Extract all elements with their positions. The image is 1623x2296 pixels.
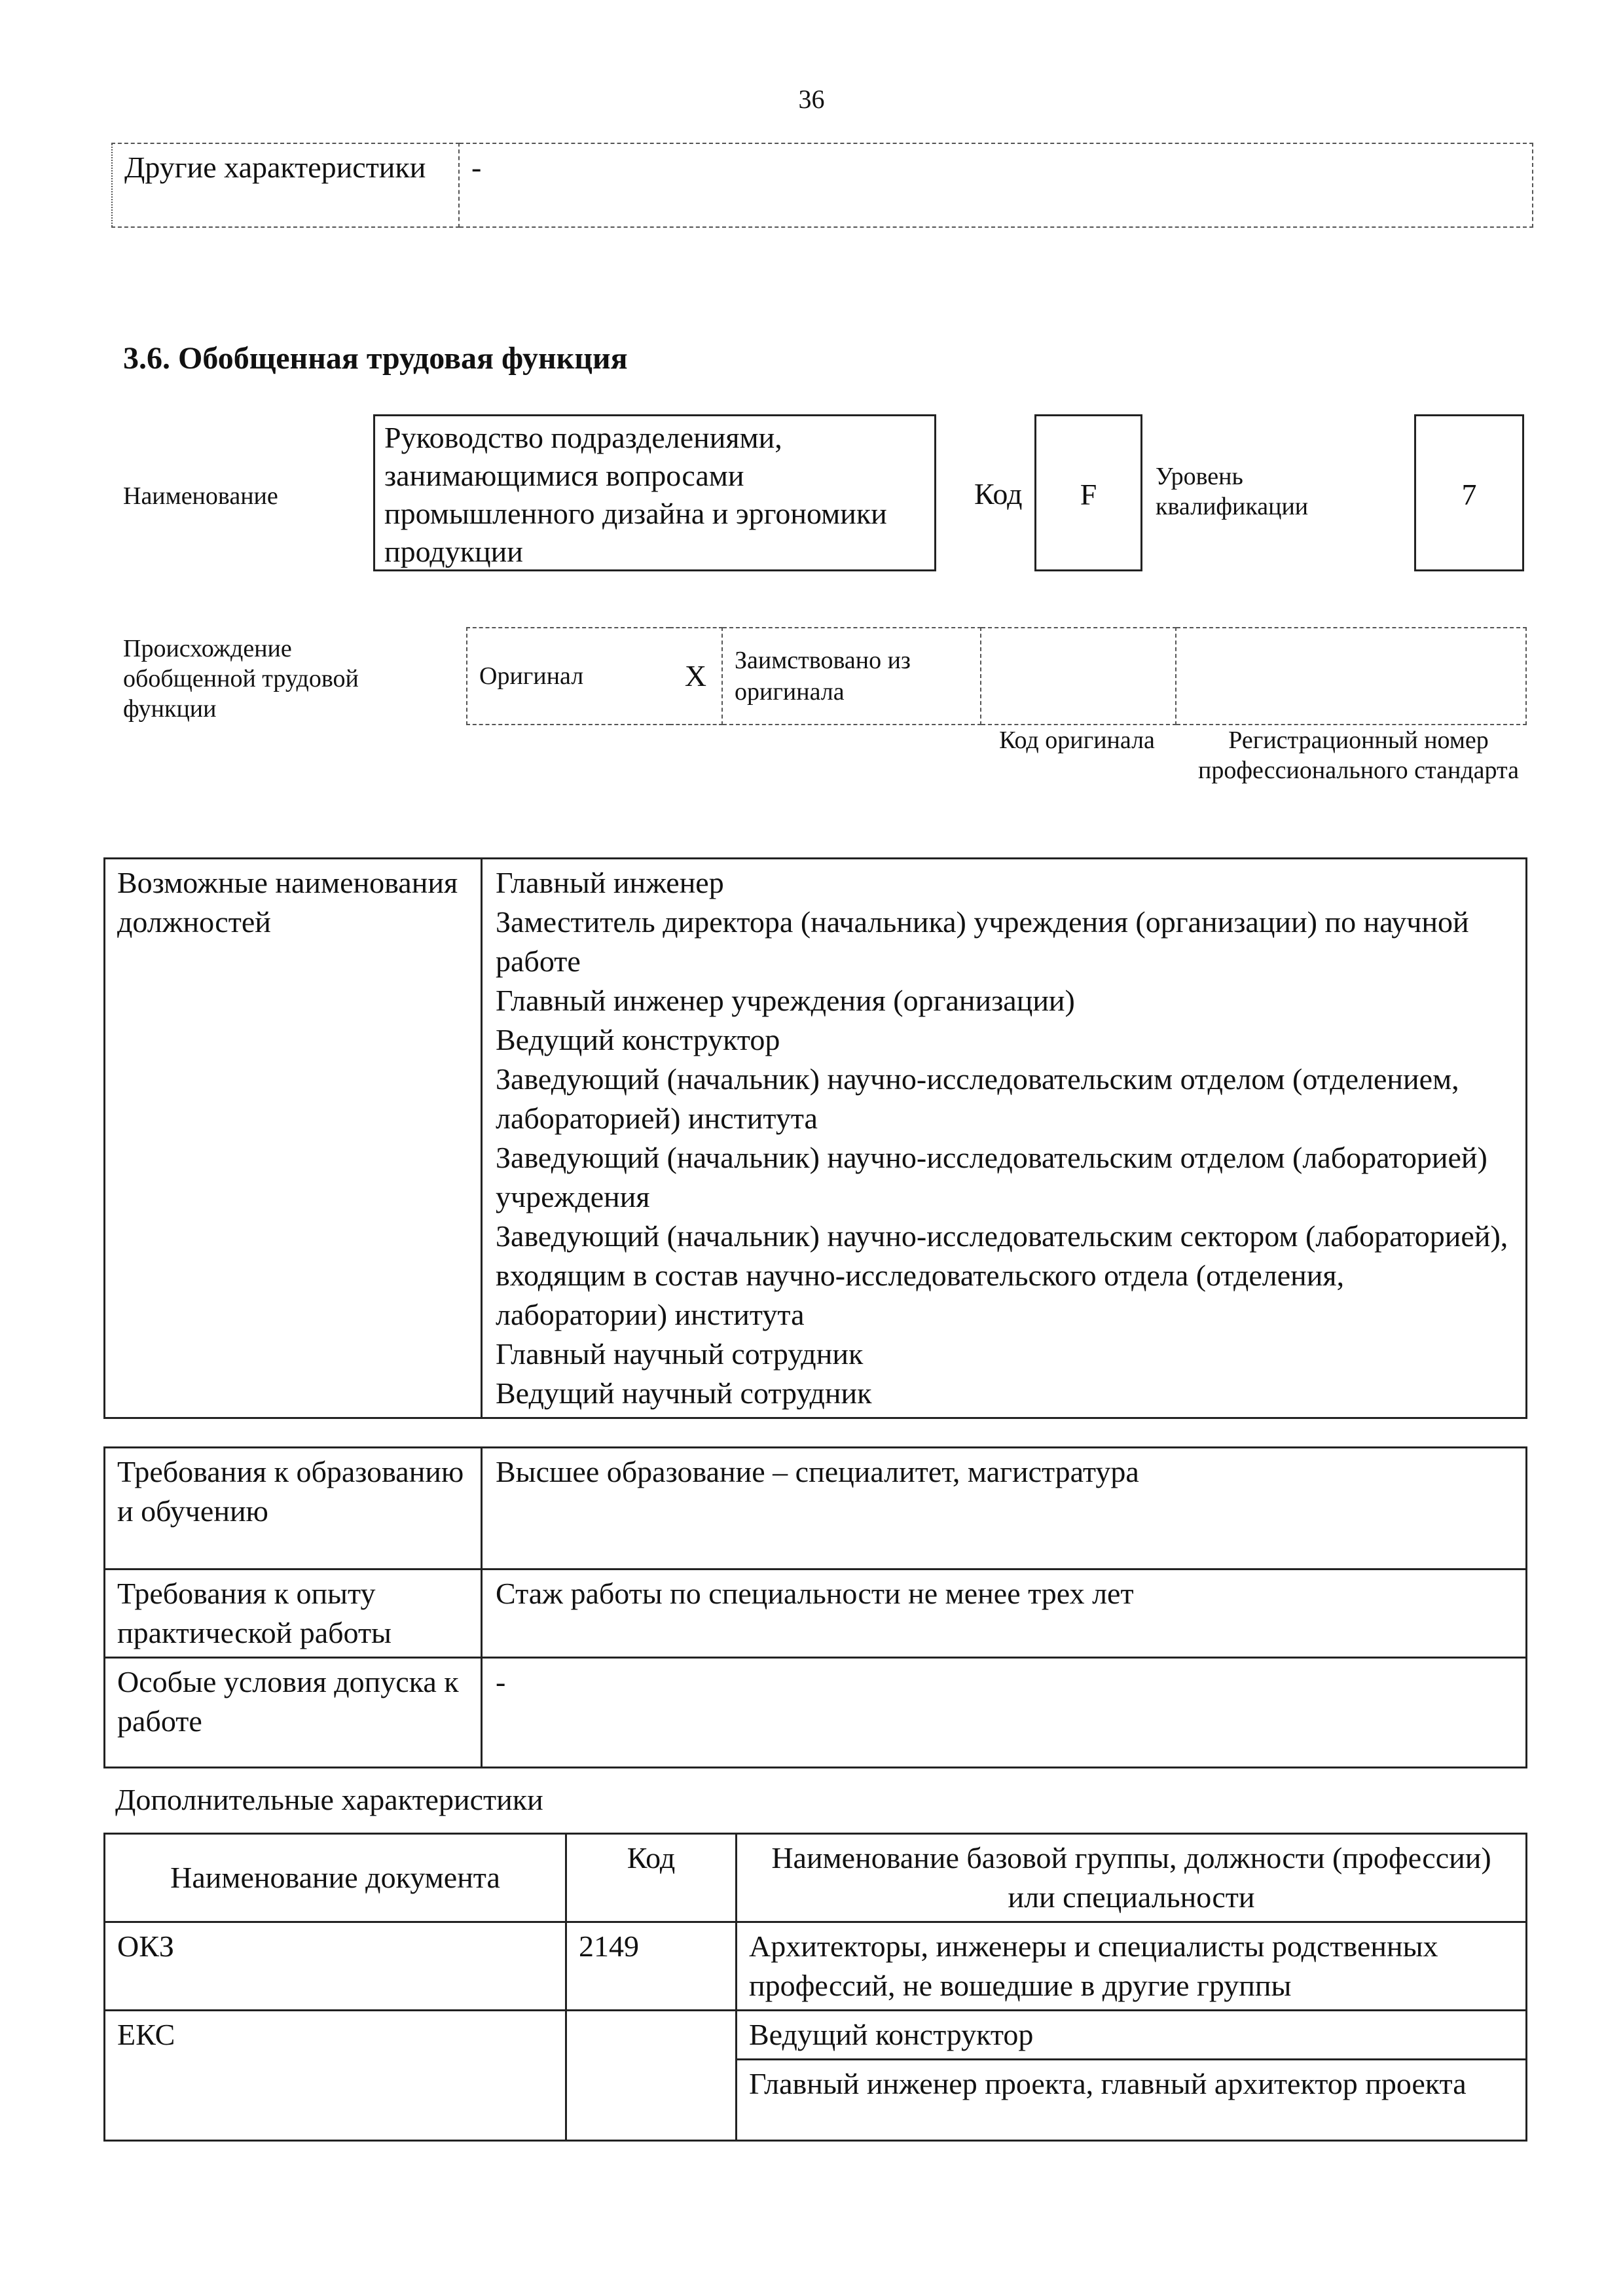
position-item: Заведующий (начальник) научно-исследовательским отделом (лабораторией) учреждения <box>496 1141 1487 1213</box>
origin-code-caption: Код оригинала <box>999 726 1155 754</box>
row-doc: ОКЗ <box>105 1922 566 2011</box>
origin-borrowed-label: Заимствовано из оригинала <box>722 628 981 725</box>
position-item: Главный инженер учреждения (организации) <box>496 984 1075 1017</box>
other-characteristics-value: - <box>459 143 1533 227</box>
header-code: Код <box>566 1834 737 1922</box>
requirements-table <box>103 1446 1527 1768</box>
origin-code-cell <box>981 628 1176 725</box>
origin-original-mark: X <box>670 628 722 725</box>
row-name: Архитекторы, инженеры и специалисты родственных профессий, не вошедшие в другие группы <box>737 1922 1527 2011</box>
name-label: Наименование <box>123 482 278 510</box>
position-item: Заведующий (начальник) научно-исследовательским сектором (лабораторией), входящим в состав научно-исследовательского отдела (отделения, лаборатории) института <box>496 1219 1508 1331</box>
requirement-row <box>105 1570 1527 1658</box>
level-label: Уровень квалификации <box>1156 463 1309 520</box>
position-item: Ведущий научный сотрудник <box>496 1376 872 1410</box>
requirement-value: Стаж работы по специальности не менее трех лет <box>482 1570 1527 1658</box>
requirement-label: Требования к опыту практической работы <box>105 1570 482 1658</box>
page-number: 36 <box>798 84 825 114</box>
requirement-value: Высшее образование – специалитет, магистратура <box>482 1448 1527 1570</box>
row-name: Главный инженер проекта, главный архитектор проекта <box>737 2060 1527 2141</box>
requirement-label: Особые условия допуска к работе <box>105 1658 482 1768</box>
positions-label: Возможные наименования должностей <box>105 859 482 1418</box>
positions-list <box>482 859 1527 1418</box>
other-characteristics-table <box>111 143 1533 228</box>
origin-label: Происхождение обобщенной трудовой функции <box>123 635 359 723</box>
requirement-value: - <box>482 1658 1527 1768</box>
origin-reg-caption: Регистрационный номер профессионального стандарта <box>1198 726 1519 784</box>
row-name: Ведущий конструктор <box>737 2011 1527 2060</box>
code-label: Код <box>974 477 1023 511</box>
section-title: 3.6. Обобщенная трудовая функция <box>123 341 628 376</box>
requirement-row <box>105 1658 1527 1768</box>
origin-table <box>466 627 1527 725</box>
position-item: Главный научный сотрудник <box>496 1337 864 1371</box>
position-item: Заведующий (начальник) научно-исследовательским отделом (отделением, лабораторией) института <box>496 1062 1459 1135</box>
code-value: F <box>1034 414 1142 571</box>
requirement-label: Требования к образованию и обучению <box>105 1448 482 1570</box>
other-characteristics-label: Другие характеристики <box>112 143 459 227</box>
positions-table <box>103 857 1527 1419</box>
row-code: 2149 <box>566 1922 737 2011</box>
position-item: Ведущий конструктор <box>496 1023 780 1056</box>
origin-original-label: Оригинал <box>467 628 670 725</box>
position-item: Заместитель директора (начальника) учреждения (организации) по научной работе <box>496 905 1469 978</box>
header-name: Наименование базовой группы, должности (профессии) или специальности <box>737 1834 1527 1922</box>
level-value: 7 <box>1414 414 1524 571</box>
position-item: Главный инженер <box>496 866 724 899</box>
origin-reg-cell <box>1176 628 1526 725</box>
table-row <box>105 2011 1527 2060</box>
header-doc: Наименование документа <box>105 1834 566 1922</box>
row-code <box>566 2011 737 2141</box>
requirement-row <box>105 1448 1527 1570</box>
name-value: Руководство подразделениями, занимающимися вопросами промышленного дизайна и эргономики продукции <box>384 421 887 568</box>
additional-title: Дополнительные характеристики <box>115 1783 543 1816</box>
row-doc: ЕКС <box>105 2011 566 2141</box>
additional-table <box>103 1833 1527 2142</box>
name-value-box <box>373 414 936 571</box>
table-row <box>105 1922 1527 2011</box>
